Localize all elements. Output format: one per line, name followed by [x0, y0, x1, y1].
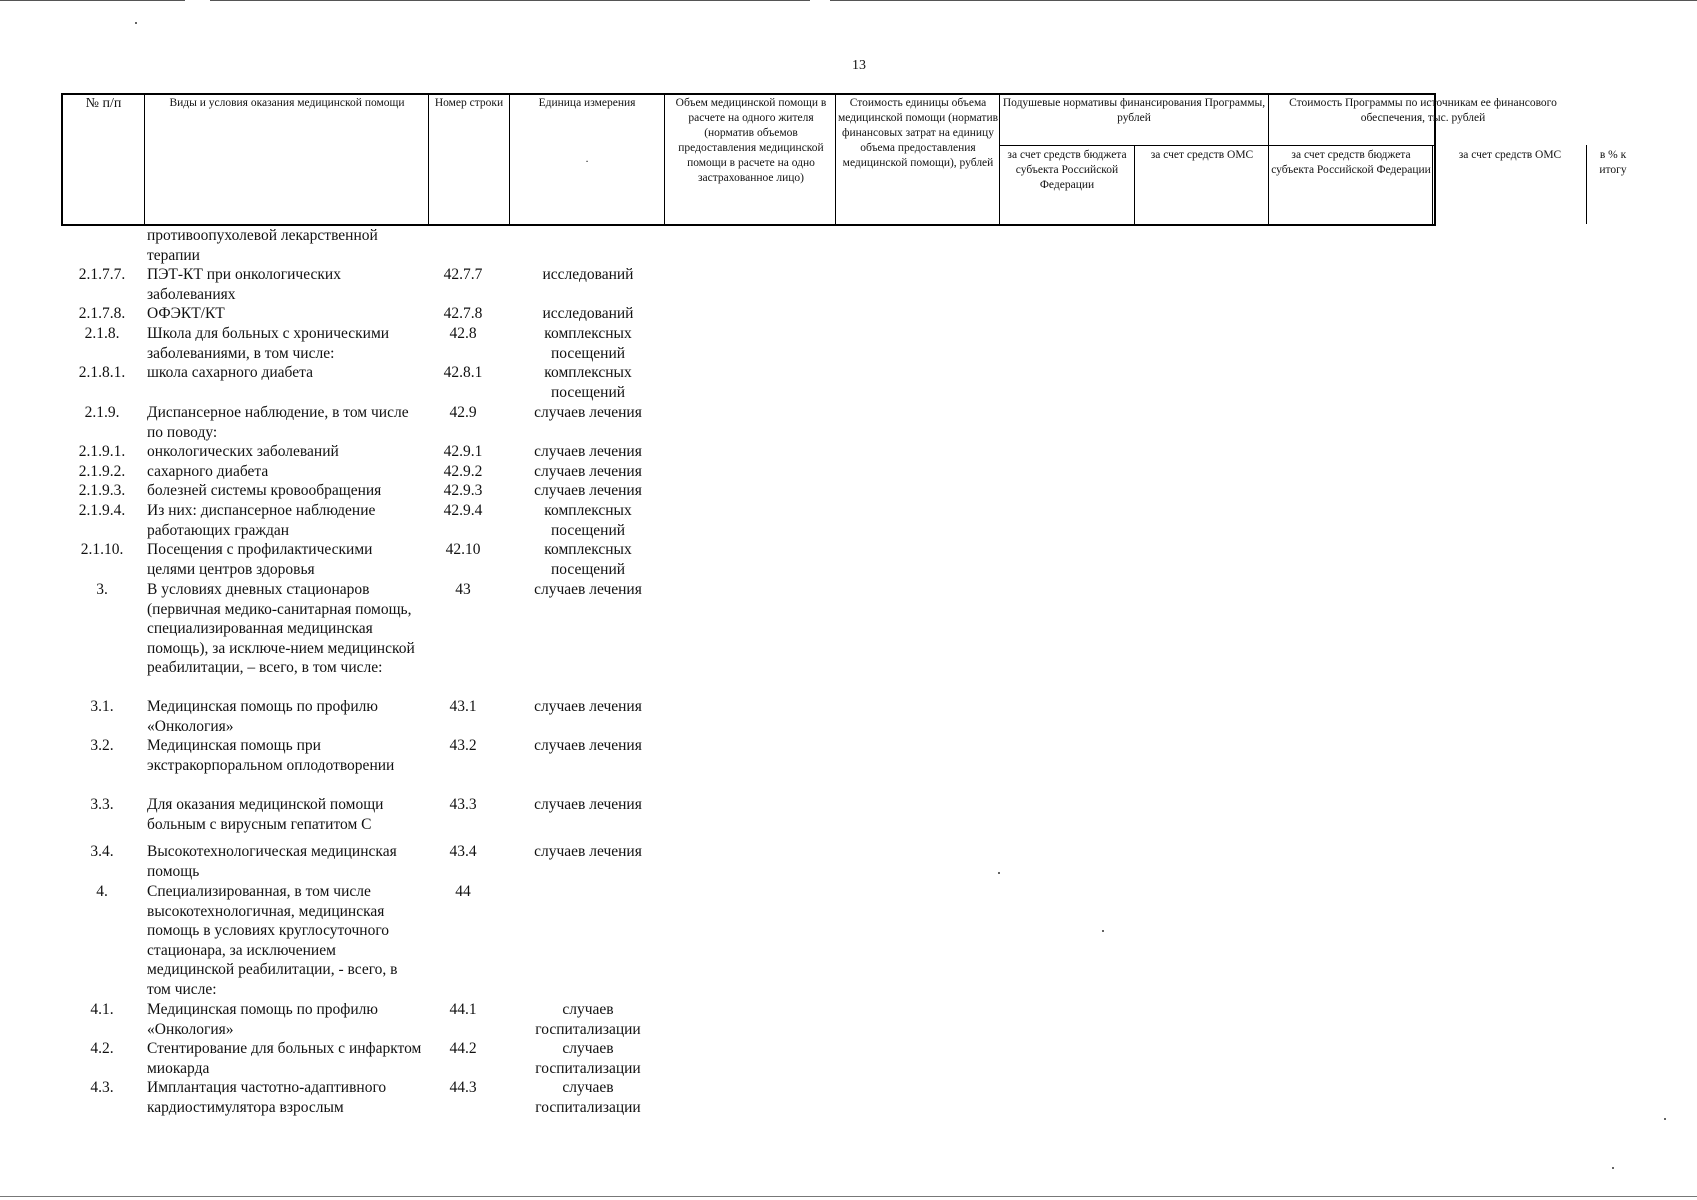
header-program-oms: за счет средств ОМС — [1458, 149, 1562, 161]
row-unit: случаев госпитализации — [535, 1040, 641, 1077]
header-divider — [428, 95, 429, 224]
row-unit: комплексных посещений — [544, 502, 632, 539]
header-num: № п/п — [85, 96, 122, 111]
row-name: ОФЭКТ/КТ — [147, 305, 225, 322]
header-divider — [1268, 95, 1269, 224]
row-unit: случаев лечения — [534, 843, 642, 860]
header-volume: Объем медицинской помощи в расчете на одного жителя (норматив объемов предоставления медицинской помощи в расчете на одно застрахованное лицо) — [675, 97, 827, 184]
row-number: 2.1.9.3. — [78, 482, 126, 499]
row-name: Из них: диспансерное наблюдение работающих граждан — [147, 502, 376, 539]
row-number: 2.1.9.1. — [78, 443, 126, 460]
header-kind: Виды и условия оказания медицинской помощи — [169, 97, 405, 109]
row-name: Медицинская помощь по профилю «Онкология» — [147, 1001, 378, 1038]
row-name: Посещения с профилактическими целями центров здоровья — [147, 541, 373, 578]
row-unit: случаев лечения — [534, 796, 642, 813]
header-per-capita: Подушевые нормативы финансирования Программы, рублей — [1002, 97, 1266, 124]
row-number: 4. — [96, 883, 108, 900]
header-unit: Единица измерения — [538, 97, 636, 109]
header-divider — [664, 95, 665, 224]
row-line-number: 44.1 — [449, 1001, 477, 1018]
header-program-percent: в % к итогу — [1599, 149, 1627, 176]
row-number: 3.2. — [90, 737, 114, 754]
table-header — [61, 93, 1627, 226]
scan-edge-top-2 — [210, 0, 810, 1]
header-divider — [1586, 145, 1587, 224]
row-name: В условиях дневных стационаров (первичная медико-санитарная помощь, специализированная медицинская помощь), за исключе-нием медицинской реабилитации, – всего, в том числе: — [147, 581, 415, 676]
row-number: 2.1.9.2. — [78, 463, 126, 480]
header-divider — [1134, 145, 1135, 224]
row-line-number: 44.2 — [449, 1040, 477, 1057]
scan-edge-bottom — [0, 1196, 1697, 1197]
row-number: 2.1.8. — [84, 325, 120, 342]
row-name: онкологических заболеваний — [147, 443, 339, 460]
row-unit: случаев лечения — [534, 698, 642, 715]
header-per-capita-oms: за счет средств ОМС — [1150, 149, 1254, 161]
header-per-capita-budget: за счет средств бюджета субъекта Российской Федерации — [1007, 149, 1127, 191]
row-name: Для оказания медицинской помощи больным с вирусным гепатитом С — [147, 796, 384, 833]
row-line-number: 42.9 — [449, 404, 477, 421]
header-program-cost: Стоимость Программы по источникам ее финансового обеспечения, тыс. рублей — [1289, 97, 1557, 124]
row-name: Медицинская помощь при экстракорпоральном оплодотворении — [147, 737, 395, 774]
row-number: 3.4. — [90, 843, 114, 860]
row-name: ПЭТ-КТ при онкологических заболеваниях — [147, 266, 341, 303]
row-line-number: 42.8 — [449, 325, 477, 342]
row-unit: комплексных посещений — [544, 541, 632, 578]
header-cost: Стоимость единицы объема медицинской помощи (норматив финансовых затрат на единицу объема предоставления медицинской помощи), рублей — [837, 97, 999, 169]
header-divider — [1432, 145, 1433, 224]
header-divider — [835, 95, 836, 224]
row-number: 4.1. — [90, 1001, 114, 1018]
row-unit: случаев лечения — [534, 737, 642, 754]
row-name: Высокотехнологическая медицинская помощь — [147, 843, 397, 880]
row-line-number: 42.9.1 — [443, 443, 483, 460]
header-line: Номер строки — [434, 97, 504, 109]
row-number: 2.1.9.4. — [78, 502, 126, 519]
row-number: 2.1.7.7. — [78, 266, 126, 283]
row-line-number: 44 — [455, 883, 471, 900]
row-unit: исследований — [542, 266, 634, 283]
row-unit: случаев госпитализации — [535, 1079, 641, 1116]
scan-speck — [1612, 1167, 1614, 1169]
row-line-number: 44.3 — [449, 1079, 477, 1096]
row-line-number: 42.9.3 — [443, 482, 483, 499]
scan-edge-top-3 — [830, 0, 1697, 1]
row-unit: комплексных посещений — [544, 325, 632, 362]
row-line-number: 42.7.8 — [443, 305, 483, 322]
row-unit: случаев лечения — [534, 443, 642, 460]
header-divider — [144, 95, 145, 224]
row-line-number: 43.4 — [449, 843, 477, 860]
row-line-number: 42.8.1 — [443, 364, 483, 381]
row-line-number: 43.2 — [449, 737, 477, 754]
row-line-number: 42.7.7 — [443, 266, 483, 283]
row-line-number: 43.1 — [449, 698, 477, 715]
scan-speck — [1664, 1118, 1666, 1120]
row-unit: случаев лечения — [534, 404, 642, 421]
scan-edge-top-1 — [0, 0, 185, 1]
row-name: Имплантация частотно-адаптивного кардиостимулятора взрослым — [147, 1079, 387, 1116]
row-number: 4.3. — [90, 1079, 114, 1096]
row-unit: комплексных посещений — [544, 364, 632, 401]
header-program-budget: за счет средств бюджета субъекта Российской Федерации — [1271, 149, 1431, 176]
row-name: болезней системы кровообращения — [147, 482, 382, 499]
row-name: Стентирование для больных с инфарктом миокарда — [147, 1040, 422, 1077]
row-number: 3. — [96, 581, 108, 598]
row-name: Школа для больных с хроническими заболеваниями, в том числе: — [147, 325, 390, 362]
row-name: Медицинская помощь по профилю «Онкология» — [147, 698, 378, 735]
row-line-number: 42.10 — [445, 541, 481, 558]
row-number: 2.1.9. — [84, 404, 120, 421]
row-name: Диспансерное наблюдение, в том числе по поводу: — [147, 404, 409, 441]
row-number: 3.3. — [90, 796, 114, 813]
row-number: 2.1.7.8. — [78, 305, 126, 322]
header-unit-dot: · — [585, 156, 589, 168]
scan-speck — [135, 22, 137, 24]
row-unit: случаев лечения — [534, 482, 642, 499]
row-unit: исследований — [542, 305, 634, 322]
scan-speck — [998, 872, 1000, 874]
header-subdivider — [999, 145, 1436, 146]
row-name: школа сахарного диабета — [147, 364, 313, 381]
row-name: сахарного диабета — [147, 463, 269, 480]
row-name: противоопухолевой лекарственной терапии — [147, 227, 378, 264]
row-line-number: 42.9.2 — [443, 463, 483, 480]
row-name: Специализированная, в том числе высокотехнологичная, медицинская помощь в условиях круглосуточного стационара, за исключением медицинской реабилитации, - всего, в том числе: — [147, 883, 398, 998]
row-number: 4.2. — [90, 1040, 114, 1057]
row-line-number: 43 — [455, 581, 471, 598]
scan-speck — [1102, 930, 1104, 932]
row-unit: случаев госпитализации — [535, 1001, 641, 1038]
row-unit: случаев лечения — [534, 463, 642, 480]
page-number: 13 — [852, 58, 866, 73]
row-line-number: 42.9.4 — [443, 502, 483, 519]
row-line-number: 43.3 — [449, 796, 477, 813]
row-unit: случаев лечения — [534, 581, 642, 598]
row-number: 2.1.10. — [80, 541, 124, 558]
row-number: 2.1.8.1. — [78, 364, 126, 381]
row-number: 3.1. — [90, 698, 114, 715]
